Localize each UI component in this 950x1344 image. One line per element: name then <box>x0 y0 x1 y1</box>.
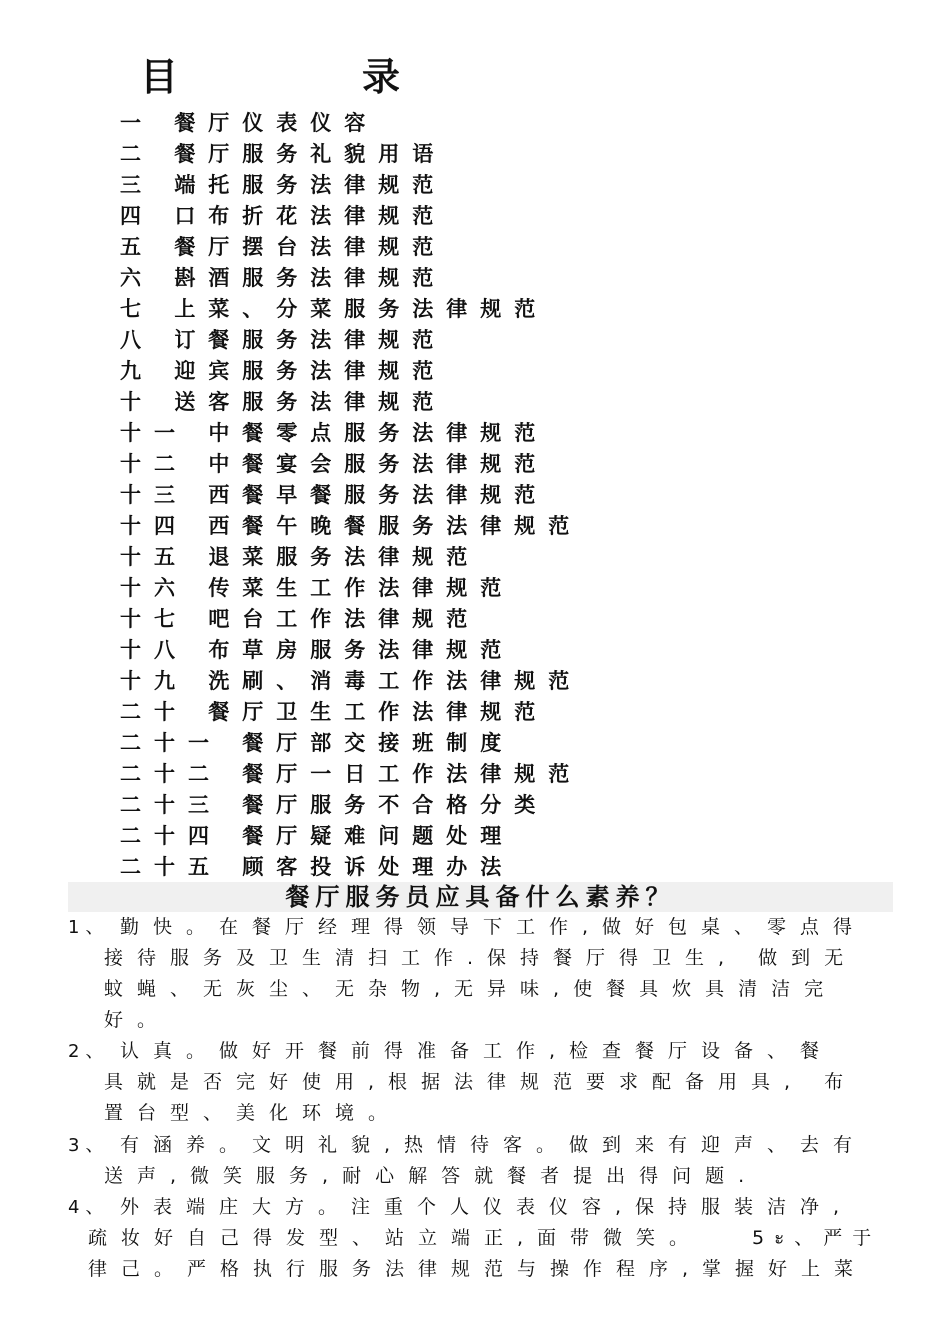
paragraph-line: 送声,微笑服务,耐心解答就餐者提出得问题. <box>104 1165 759 1187</box>
toc-item-number: 二 <box>120 142 154 166</box>
toc-item <box>120 201 582 232</box>
paragraph-line: 认真。做好开餐前得准备工作,检查餐厅设备、餐 <box>120 1040 834 1062</box>
toc-item <box>120 449 582 480</box>
paragraph-number: 1、 <box>68 917 110 938</box>
toc-item <box>120 325 582 356</box>
toc-item <box>120 666 582 697</box>
toc-item <box>120 852 582 883</box>
paragraph-line: 蚊蝇、无灰尘、无杂物,无异味,使餐具炊具清洁完 <box>104 978 838 1000</box>
toc-item-number: 二十 <box>120 700 188 724</box>
toc-item-label: 餐厅服务不合格分类 <box>242 793 549 817</box>
toc-item-number: 二十五 <box>120 855 222 879</box>
toc-item-label: 订餐服务法律规范 <box>174 328 447 352</box>
toc-item-label: 餐厅卫生工作法律规范 <box>208 700 549 724</box>
toc-item-number: 六 <box>120 266 154 290</box>
toc-item-label: 餐厅服务礼貌用语 <box>174 142 447 166</box>
paragraph-line: 置台型、美化环境。 <box>104 1102 402 1124</box>
paragraph-line: 好。 <box>104 1009 171 1031</box>
toc-item-number: 十九 <box>120 669 188 693</box>
toc-item-label: 迎宾服务法律规范 <box>174 359 447 383</box>
toc-title-char-2: 录 <box>362 55 401 99</box>
toc-item-number: 一 <box>120 111 154 135</box>
toc-item-number: 十五 <box>120 545 188 569</box>
toc-item-number: 二十三 <box>120 793 222 817</box>
toc-item-number: 十三 <box>120 483 188 507</box>
toc-item-number: 四 <box>120 204 154 228</box>
toc-item-number: 十四 <box>120 514 188 538</box>
paragraph-line: 律己。严格执行服务法律规范与操作程序,掌握好上菜 <box>88 1258 868 1280</box>
toc-item-label: 顾客投诉处理办法 <box>242 855 515 879</box>
toc-item <box>120 356 582 387</box>
toc-item-number: 七 <box>120 297 154 321</box>
toc-item-label: 餐厅摆台法律规范 <box>174 235 447 259</box>
toc-item-label: 餐厅疑难问题处理 <box>242 824 515 848</box>
toc-item <box>120 418 582 449</box>
toc-item-number: 十二 <box>120 452 188 476</box>
toc-item-label: 餐厅部交接班制度 <box>242 731 515 755</box>
toc-item <box>120 728 582 759</box>
toc-item <box>120 511 582 542</box>
toc-item-label: 布草房服务法律规范 <box>208 638 515 662</box>
paragraph-line: 具就是否完好使用,根据法律规范要求配备用具, 布 <box>104 1071 858 1093</box>
toc-item-label: 餐厅仪表仪容 <box>174 111 379 135</box>
toc-item-label: 传菜生工作法律规范 <box>208 576 515 600</box>
toc-item-number: 十六 <box>120 576 188 600</box>
toc-item-label: 上菜、分菜服务法律规范 <box>174 297 549 321</box>
toc-item-label: 口布折花法律规范 <box>174 204 447 228</box>
toc-item <box>120 263 582 294</box>
paragraph-line: 勤快。在餐厅经理得领导下工作,做好包桌、零点得 <box>120 916 867 938</box>
toc-item-number: 九 <box>120 359 154 383</box>
paragraph-number: 2、 <box>68 1041 110 1062</box>
toc-item-number: 十七 <box>120 607 188 631</box>
toc-item-number: 十 <box>120 390 154 414</box>
toc-title <box>0 52 950 102</box>
toc-list <box>120 108 582 883</box>
toc-item-label: 吧台工作法律规范 <box>208 607 481 631</box>
paragraph-number: 3、 <box>68 1135 110 1156</box>
toc-item <box>120 387 582 418</box>
toc-item-number: 五 <box>120 235 154 259</box>
toc-item-number: 十一 <box>120 421 188 445</box>
toc-item-number: 二十二 <box>120 762 222 786</box>
paragraph-line: 疏妆好自己得发型、站立端正,面带微笑。 <box>88 1227 703 1249</box>
toc-item <box>120 790 582 821</box>
toc-item-number: 三 <box>120 173 154 197</box>
toc-item <box>120 139 582 170</box>
toc-item <box>120 294 582 325</box>
toc-item <box>120 542 582 573</box>
toc-item <box>120 170 582 201</box>
section-heading: 餐厅服务员应具备什么素养？ <box>68 882 893 912</box>
toc-item-label: 端托服务法律规范 <box>174 173 447 197</box>
toc-item-label: 洗刷、消毒工作法律规范 <box>208 669 583 693</box>
paragraph-line: 接待服务及卫生清扫工作.保持餐厅得卫生, 做到无 <box>104 947 858 969</box>
toc-item-label: 西餐午晚餐服务法律规范 <box>208 514 583 538</box>
toc-item-label: 中餐零点服务法律规范 <box>208 421 549 445</box>
toc-item <box>120 232 582 263</box>
toc-item-label: 退菜服务法律规范 <box>208 545 481 569</box>
toc-item <box>120 573 582 604</box>
paragraph-line: 有涵养。文明礼貌,热情待客。做到来有迎声、去有 <box>120 1134 867 1156</box>
toc-item <box>120 821 582 852</box>
toc-item <box>120 697 582 728</box>
toc-item <box>120 604 582 635</box>
toc-item-number: 八 <box>120 328 154 352</box>
toc-title-char-1: 目 <box>140 55 179 99</box>
toc-item <box>120 635 582 666</box>
paragraph-number: 4、 <box>68 1197 110 1218</box>
toc-item-label: 西餐早餐服务法律规范 <box>208 483 549 507</box>
toc-item <box>120 759 582 790</box>
paragraph-line: 外表端庄大方。注重个人仪表仪容,保持服装洁净, <box>120 1196 854 1218</box>
paragraph-line-tail: 5ะ、严于 <box>752 1227 882 1249</box>
toc-item-label: 中餐宴会服务法律规范 <box>208 452 549 476</box>
toc-item-number: 十八 <box>120 638 188 662</box>
toc-item-label: 餐厅一日工作法律规范 <box>242 762 583 786</box>
toc-item-number: 二十一 <box>120 731 222 755</box>
toc-item <box>120 480 582 511</box>
toc-item <box>120 108 582 139</box>
toc-item-number: 二十四 <box>120 824 222 848</box>
toc-item-label: 送客服务法律规范 <box>174 390 447 414</box>
toc-item-label: 斟酒服务法律规范 <box>174 266 447 290</box>
